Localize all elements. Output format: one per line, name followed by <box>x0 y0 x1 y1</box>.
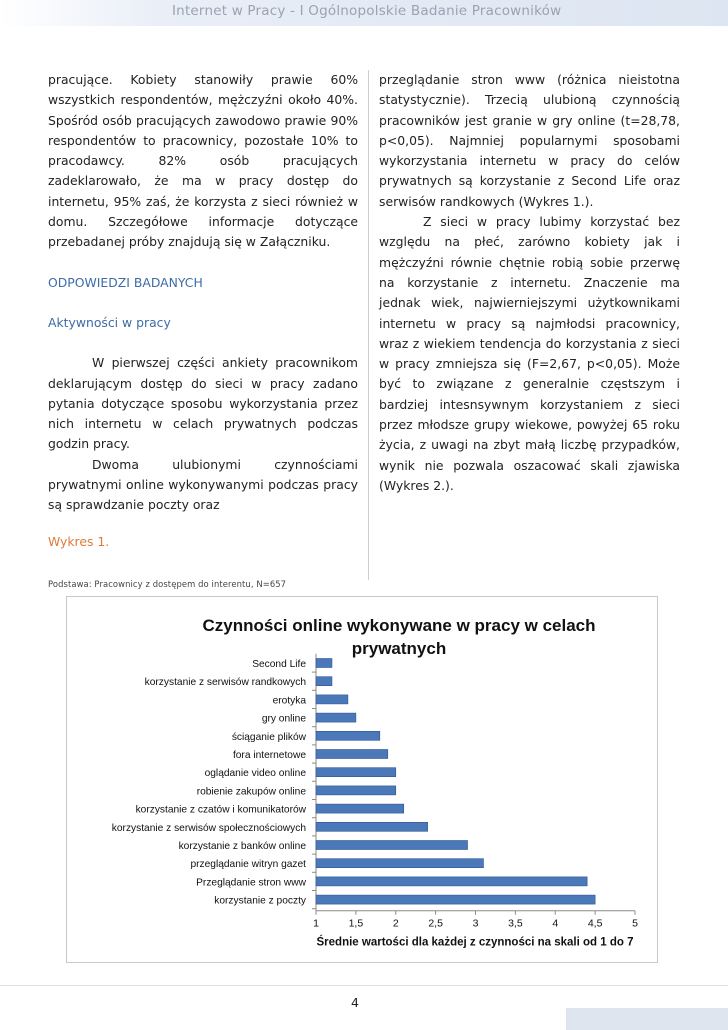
category-label: przeglądanie witryn gazet <box>190 859 306 871</box>
x-tick-label: 1 <box>313 917 319 930</box>
chart-basis-note: Podstawa: Pracownicy z dostępem do interentu, N=657 <box>48 579 287 589</box>
category-label: korzystanie z poczty <box>214 895 306 907</box>
chart-title: prywatnych <box>351 639 447 658</box>
x-tick-label: 5 <box>632 917 638 930</box>
bar <box>316 859 483 868</box>
category-label: Second Life <box>252 659 306 670</box>
x-tick-label: 3,5 <box>508 917 523 930</box>
bar <box>316 713 356 722</box>
bar <box>316 731 380 740</box>
section-heading: ODPOWIEDZI BADANYCH <box>48 274 203 290</box>
category-label: ściąganie plików <box>231 731 306 743</box>
page-header <box>0 0 728 26</box>
subheading: Aktywności w pracy <box>48 314 171 330</box>
category-label: fora internetowe <box>232 750 306 761</box>
left-column <box>48 70 358 552</box>
chart-title: Czynności online wykonywane w pracy w celach <box>202 616 596 635</box>
bar <box>316 895 595 904</box>
paragraph: W pierwszej części ankiety pracownikom deklarującym dostęp do sieci w pracy zadano pytania dotyczące sposobu wykorzystania przez nich internetu w celach prywatnych podczas godzin pracy. <box>48 355 358 452</box>
x-axis-label: Średnie wartości dla każdej z czynności na skali od 1 do 7 <box>316 936 634 949</box>
bar <box>316 677 332 686</box>
bar <box>316 750 388 759</box>
header-title: Internet w Pracy - I Ogólnopolskie Badanie Pracowników <box>172 3 562 19</box>
bar <box>316 786 396 795</box>
paragraph: Z sieci w pracy lubimy korzystać bez względu na płeć, zarówno kobiety jak i mężczyźni równie chętnie robią sobie przerwę na korzystanie z internetu. Znaczenie ma jednak wiek, najwierniejszymi użytkownikami internetu w pracy są najmłodsi pracownicy, wraz z wiekiem tendencja do korzystania z sieci w pracy zmniejsza się (F=2,67, p<0,05). Może być to związane z generalnie częstszym i bardziej intesnsywnym korzystaniem z sieci przez młodsze grupy wiekowe, powyżej 65 roku życia, z uwagi na zbyt małą liczbę przypadków, wynik nie pozwala oszacować skali zjawiska (Wykres 2.). <box>379 214 680 493</box>
paragraph: przeglądanie stron www (różnica nieistotna statystycznie). Trzecią ulubioną czynnością pracowników jest granie w gry online (t=28,78, p<0,05). Najmniej popularnymi sposobami wykorzystania internetu w pracy do celów prywatnych są korzystanie z Second Life oraz serwisów randkowych (Wykres 1.). <box>379 72 680 209</box>
x-tick-label: 2 <box>392 917 399 930</box>
category-label: Przeglądanie stron www <box>196 877 306 889</box>
figure-label: Wykres 1. <box>48 533 110 549</box>
bar <box>316 877 587 886</box>
bar <box>316 659 332 668</box>
bar-chart <box>67 597 657 962</box>
x-tick-label: 2,5 <box>428 917 443 930</box>
paragraph: pracujące. Kobiety stanowiły prawie 60% wszystkich respondentów, mężczyźni około 40%. Spośród osób pracujących zawodowo prawie 90% respondentów to pracownicy, pozostałe 10% to pracodawcy. 82% osób pracujących zadeklarowało, że ma w pracy dostęp do internetu, 95% zaś, że korzysta z sieci również w domu. Szczegółowe informacje dotyczące przebadanej próby znajdują się w Załączniku. <box>48 72 358 250</box>
category-label: korzystanie z banków online <box>178 841 306 852</box>
x-tick-label: 4,5 <box>587 917 603 930</box>
bar <box>316 768 396 777</box>
bar <box>316 804 404 813</box>
x-tick-label: 4 <box>552 917 559 930</box>
paragraph: Dwoma ulubionymi czynnościami prywatnymi online wykonywanymi podczas pracy są sprawdzanie poczty oraz <box>48 456 358 513</box>
footer-divider <box>0 985 728 986</box>
category-label: korzystanie z serwisów randkowych <box>144 677 306 689</box>
chart-frame <box>66 596 658 963</box>
bar <box>316 841 468 850</box>
category-label: korzystanie z serwisów społecznościowych <box>111 822 306 834</box>
x-tick-label: 3 <box>472 917 479 930</box>
category-label: robienie zakupów online <box>196 786 306 798</box>
bar <box>316 822 428 831</box>
category-label: oglądanie video online <box>204 768 306 780</box>
category-label: erotyka <box>272 695 306 707</box>
right-column <box>379 70 680 496</box>
category-label: korzystanie z czatów i komunikatorów <box>135 804 306 816</box>
category-label: gry online <box>261 713 306 725</box>
bar <box>316 695 348 704</box>
column-divider <box>368 70 369 580</box>
footer-bar <box>566 1008 728 1030</box>
page-number: 4 <box>351 995 359 1010</box>
x-tick-label: 1,5 <box>348 917 364 930</box>
